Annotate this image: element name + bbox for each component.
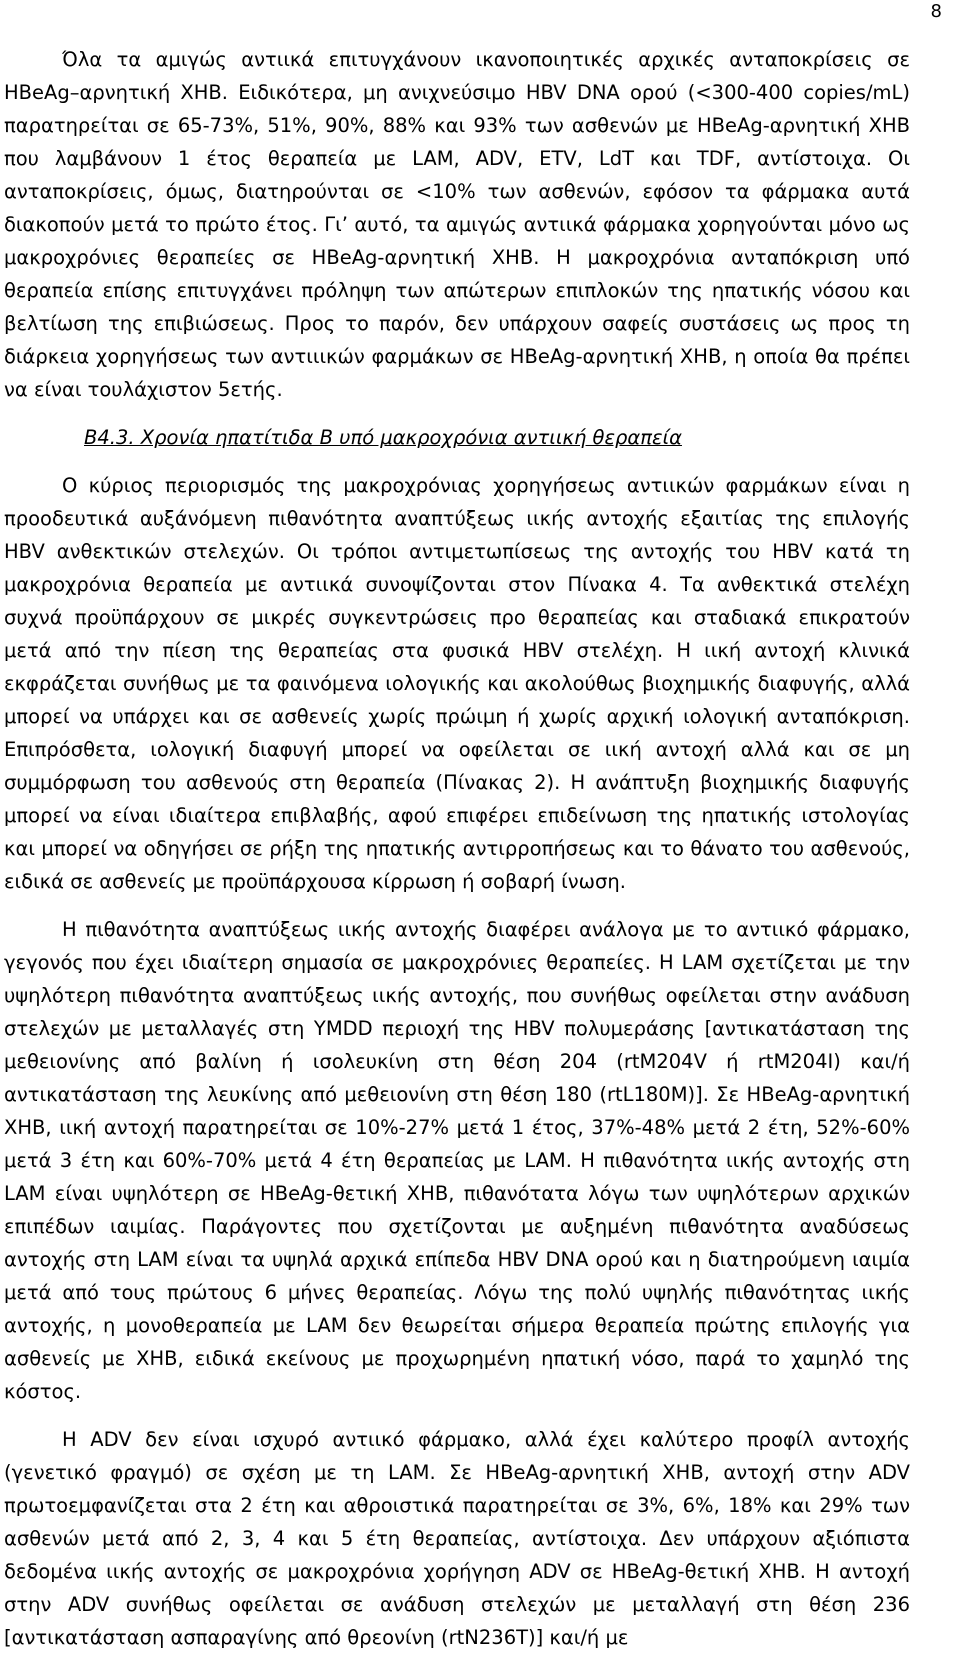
document-body [4, 43, 910, 1669]
paragraph: Η πιθανότητα αναπτύξεως ιικής αντοχής διαφέρει ανάλογα με το αντιικό φάρμακο, γεγονός που έχει ιδιαίτερη σημασία σε μακροχρόνιες θεραπείες. Η LAM σχετίζεται με την υψηλότερη πιθανότητα αναπτύξεως ιικής αντοχής, που συνήθως οφείλεται στην ανάδυση στελεχών με μεταλλαγές στη YMDD περιοχή της HBV πολυμεράσης [αντικατάσταση της μεθειονίνης από βαλίνη ή ισολευκίνη στη θέση 204 (rtM204V ή rtM204I) και/ή αντικατάσταση της λευκίνης από μεθειονίνη στη θέση 180 (rtL180M)]. Σε HBeAg-αρνητική ΧΗΒ, ιική αντοχή παρατηρείται σε 10%-27% μετά 1 έτος, 37%-48% μετά 2 έτη, 52%-60% μετά 3 έτη και 60%-70% μετά 4 έτη θεραπείας με LAM. Η πιθανότητα ιικής αντοχής στη LAM είναι υψηλότερη σε HBeAg-θετική ΧΗΒ, πιθανότατα λόγω των υψηλότερων αρχικών επιπέδων ιαιμίας. Παράγοντες που σχετίζονται με αυξημένη πιθανότητα αναδύσεως αντοχής στη LAM είναι τα υψηλά αρχικά επίπεδα HBV DNA ορού και η διατηρούμενη ιαιμία μετά από τους πρώτους 6 μήνες θεραπείας. Λόγω της πολύ υψηλής πιθανότητας ιικής αντοχής, η μονοθεραπεία με LAM δεν θεωρείται σήμερα θεραπεία πρώτης επιλογής για ασθενείς με ΧΗΒ, ειδικά εκείνους με προχωρημένη ηπατική νόσο, παρά το χαμηλό της κόστος. [4, 918, 910, 1403]
paragraph: Όλα τα αμιγώς αντιικά επιτυγχάνουν ικανοποιητικές αρχικές ανταποκρίσεις σε HBeAg–αρνητική ΧΗΒ. Ειδικότερα, μη ανιχνεύσιμο HBV DNA ορού (<300-400 copies/mL) παρατηρείται σε 65-73%, 51%, 90%, 88% και 93% των ασθενών με HBeAg-αρνητική ΧΗΒ που λαμβάνουν 1 έτος θεραπεία με LAM, ADV, ETV, LdT και TDF, αντίστοιχα. Οι ανταποκρίσεις, όμως, διατηρούνται σε <10% των ασθενών, εφόσον τα φάρμακα αυτά διακοπούν μετά το πρώτο έτος. Γι’ αυτό, τα αμιγώς αντιικά φάρμακα χορηγούνται μόνο ως μακροχρόνιες θεραπείες σε HBeAg-αρνητική ΧΗΒ. Η μακροχρόνια ανταπόκριση υπό θεραπεία επίσης επιτυγχάνει πρόληψη των απώτερων επιπλοκών της ηπατικής νόσου και βελτίωση της επιβιώσεως. Προς το παρόν, δεν υπάρχουν σαφείς συστάσεις ως προς τη διάρκεια χορηγήσεως των αντιιικών φαρμάκων σε HBeAg-αρνητική ΧΗΒ, η οποία θα πρέπει να είναι τουλάχιστον 5ετής. [4, 48, 910, 401]
paragraph: Η ADV δεν είναι ισχυρό αντιικό φάρμακο, αλλά έχει καλύτερο προφίλ αντοχής (γενετικό φραγμό) σε σχέση με τη LAM. Σε HBeAg-αρνητική ΧΗΒ, αντοχή στην ADV πρωτοεμφανίζεται στα 2 έτη και αθροιστικά παρατηρείται σε 3%, 6%, 18% και 29% των ασθενών μετά από 2, 3, 4 και 5 έτη θεραπείας, αντίστοιχα. Δεν υπάρχουν αξιόπιστα δεδομένα ιικής αντοχής σε μακροχρόνια χορήγηση ADV σε HBeAg-θετική ΧΗΒ. Η αντοχή στην ADV συνήθως οφείλεται σε ανάδυση στελεχών με μεταλλαγή στη θέση 236 [αντικατάσταση ασπαραγίνης από θρεονίνη (rtN236T)] και/ή με [4, 1428, 910, 1649]
page-number: 8 [930, 1, 942, 22]
section-heading: Β4.3. Χρονία ηπατίτιδα Β υπό μακροχρόνια αντιική θεραπεία [84, 426, 682, 449]
paragraph: Ο κύριος περιορισμός της μακροχρόνιας χορηγήσεως αντιικών φαρμάκων είναι η προοδευτικά αυξάνόμενη πιθανότητα αναπτύξεως ιικής αντοχής εξαιτίας της επιλογής HBV ανθεκτικών στελεχών. Οι τρόποι αντιμετωπίσεως της αντοχής του HBV κατά τη μακροχρόνια θεραπεία με αντιικά συνοψίζονται στον Πίνακα 4. Τα ανθεκτικά στελέχη συχνά προϋπάρχουν σε μικρές συγκεντρώσεις προ θεραπείας και σταδιακά επικρατούν μετά από την πίεση της θεραπείας στα φυσικά HBV στελέχη. Η ιική αντοχή κλινικά εκφράζεται συνήθως με τα φαινόμενα ιολογικής και ακολούθως βιοχημικής διαφυγής, αλλά μπορεί να υπάρχει και σε ασθενείς χωρίς πρώιμη ή χωρίς αρχική ιολογική ανταπόκριση. Επιπρόσθετα, ιολογική διαφυγή μπορεί να οφείλεται σε ιική αντοχή αλλά και σε μη συμμόρφωση του ασθενούς στη θεραπεία (Πίνακας 2). Η ανάπτυξη βιοχημικής διαφυγής μπορεί να είναι ιδιαίτερα επιβλαβής, αφού επιφέρει επιδείνωση της ηπατικής ιστολογίας και μπορεί να οδηγήσει σε ρήξη της ηπατικής αντιρροπήσεως και το θάνατο του ασθενούς, ειδικά σε ασθενείς με προϋπάρχουσα κίρρωση ή σοβαρή ίνωση. [4, 474, 910, 893]
